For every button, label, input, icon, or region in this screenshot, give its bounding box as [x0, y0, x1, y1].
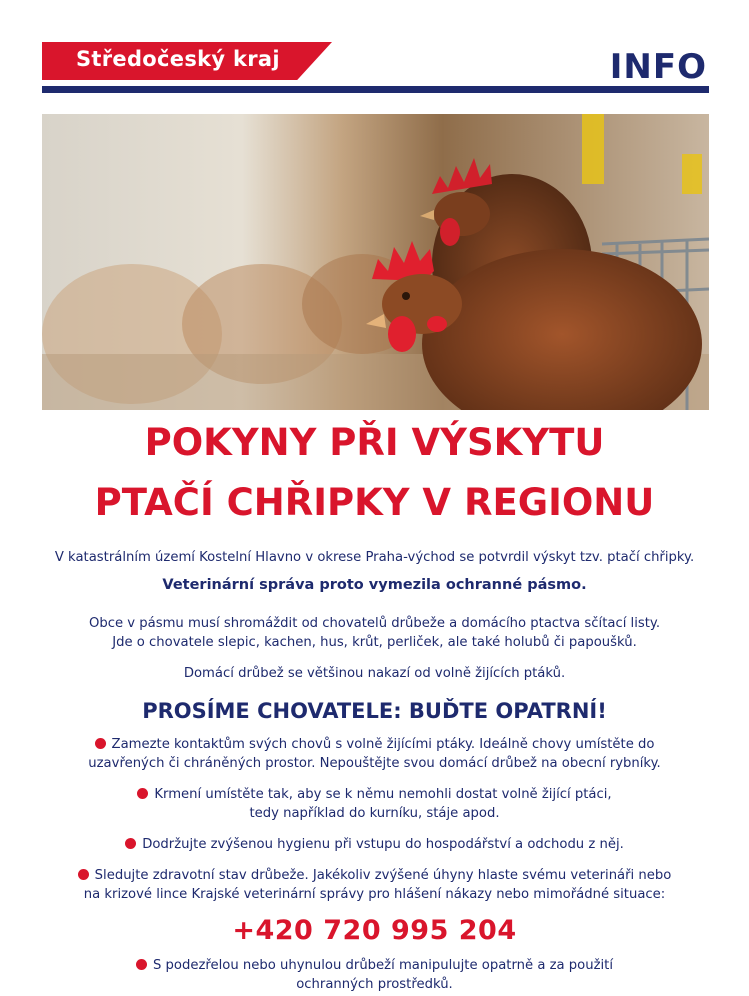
intro-paragraph-1: V katastrálním území Kostelní Hlavno v okrese Praha-východ se potvrdil výskyt tzv. ptačí chřipky. — [54, 550, 695, 565]
bullet-dot-icon — [125, 838, 136, 849]
bullet-5-text: S podezřelou nebo uhynulou drůbeží manipulujte opatrně a za použití — [152, 958, 614, 973]
appeal-heading: PROSÍME CHOVATELE: BUĎTE OPATRNÍ! — [142, 699, 607, 723]
bullet-4-line-2: na krizové lince Krajské veterinární správy pro hlášení nákazy nebo mimořádné situace: — [83, 887, 666, 902]
bullet-5-line-1 — [0, 956, 749, 976]
header-rule — [42, 86, 709, 93]
intro-paragraph-3b: Jde o chovatele slepic, kachen, hus, krůt, perliček, ale také holubů či papoušků. — [112, 635, 637, 650]
bullet-dot-icon — [78, 869, 89, 880]
bullet-4-line-1 — [0, 866, 749, 886]
bullet-1-line-2: uzavřených či chráněných prostor. Nepouštějte svou domácí drůbež na obecní rybníky. — [88, 756, 661, 771]
info-label: INFO — [609, 47, 707, 87]
hens-photo — [42, 114, 709, 410]
bullet-1-text: Zamezte kontaktům svých chovů s volně žijícími ptáky. Ideálně chovy umístěte do — [111, 737, 655, 752]
bullet-dot-icon — [137, 788, 148, 799]
title-line-1: POKYNY PŘI VÝSKYTU — [144, 421, 605, 464]
header — [42, 42, 709, 96]
intro-paragraph-3a: Obce v pásmu musí shromáždit od chovatelů drůbeže a domácího ptactva sčítací listy. — [88, 616, 661, 631]
title-line-2: PTAČÍ CHŘIPKY V REGIONU — [94, 481, 655, 524]
hotline-phone: +420 720 995 204 — [232, 915, 517, 946]
intro-paragraph-4: Domácí drůbež se většinou nakazí od volně žijících ptáků. — [183, 666, 566, 681]
bullet-2-line-2: tedy například do kurníku, stáje apod. — [249, 806, 500, 821]
bullet-4-text: Sledujte zdravotní stav drůbeže. Jakékoliv zvýšené úhyny hlaste svému veterináři nebo — [94, 868, 672, 883]
region-label: Středočeský kraj — [76, 47, 280, 71]
bullet-dot-icon — [136, 959, 147, 970]
bullet-2-line-1 — [0, 785, 749, 805]
bullet-2-text: Krmení umístěte tak, aby se k němu nemohli dostat volně žijící ptáci, — [154, 787, 612, 802]
bullet-3 — [0, 835, 749, 855]
bullet-3-text: Dodržujte zvýšenou hygienu při vstupu do hospodářství a odchodu z něj. — [142, 837, 624, 852]
bullet-5-line-2: ochranných prostředků. — [296, 977, 453, 992]
intro-paragraph-2: Veterinární správa proto vymezila ochranné pásmo. — [162, 577, 587, 593]
bullet-1-line-1 — [0, 735, 749, 755]
bullet-dot-icon — [95, 738, 106, 749]
